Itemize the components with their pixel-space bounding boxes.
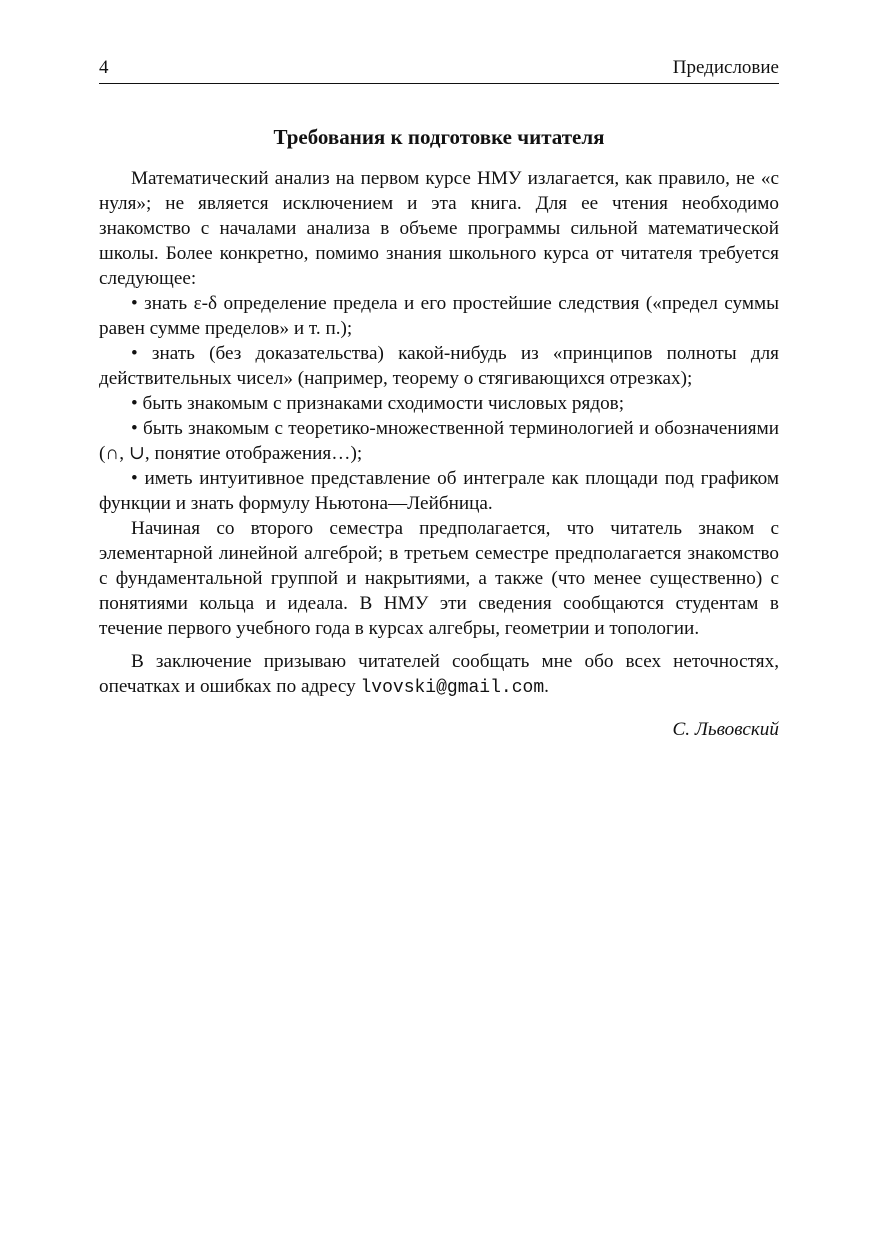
page-number: 4 (99, 57, 109, 78)
requirements-list (99, 291, 779, 516)
running-head (99, 56, 779, 84)
running-title: Предисловие (672, 57, 779, 78)
requirement-item: • быть знакомым с признаками сходимости числовых рядов; (131, 393, 625, 414)
intro-paragraph: Математический анализ на первом курсе НМУ излагается, как правило, не «с нуля»; не является исключением и эта книга. Для ее чтения необходимо знакомство с началами анализа в объеме программы сильной математической школы. Более конкретно, помимо знания школьного курса от читателя требуется следующее: (99, 168, 779, 289)
requirement-item: • быть знакомым с теоретико-множественной терминологией и обозначениями (∩, ∪, понятие отображения…); (99, 418, 779, 464)
document-page (99, 56, 779, 742)
requirement-item: • знать (без доказательства) какой-нибудь из «принципов полноты для действительных чисел» (например, теорему о стягивающихся отрезках); (99, 343, 779, 389)
closing-period: . (544, 676, 549, 697)
closing-paragraph (99, 649, 779, 701)
requirement-item: • иметь интуитивное представление об интеграле как площади под графиком функции и знать формулу Ньютона—Лейбница. (99, 468, 779, 514)
email-link[interactable]: lvovski@gmail.com (360, 678, 545, 698)
semesters-paragraph: Начиная со второго семестра предполагается, что читатель знаком с элементарной линейной алгеброй; в третьем семестре предполагается знакомство с фундаментальной группой и накрытиями, а также (что менее существенно) с понятиями кольца и идеала. В НМУ эти сведения сообщаются студентам в течение первого учебного года в курсах алгебры, геометрии и топологии. (99, 518, 779, 639)
author-signature: С. Львовский (672, 719, 779, 740)
section-title: Требования к подготовке читателя (273, 125, 605, 149)
closing-text: В заключение призываю читателей сообщать мне обо всех неточностях, опечатках и ошибках по адресу (99, 651, 779, 697)
requirement-item: • знать ε-δ определение предела и его простейшие следствия («предел суммы равен сумме пределов» и т. п.); (99, 293, 779, 339)
